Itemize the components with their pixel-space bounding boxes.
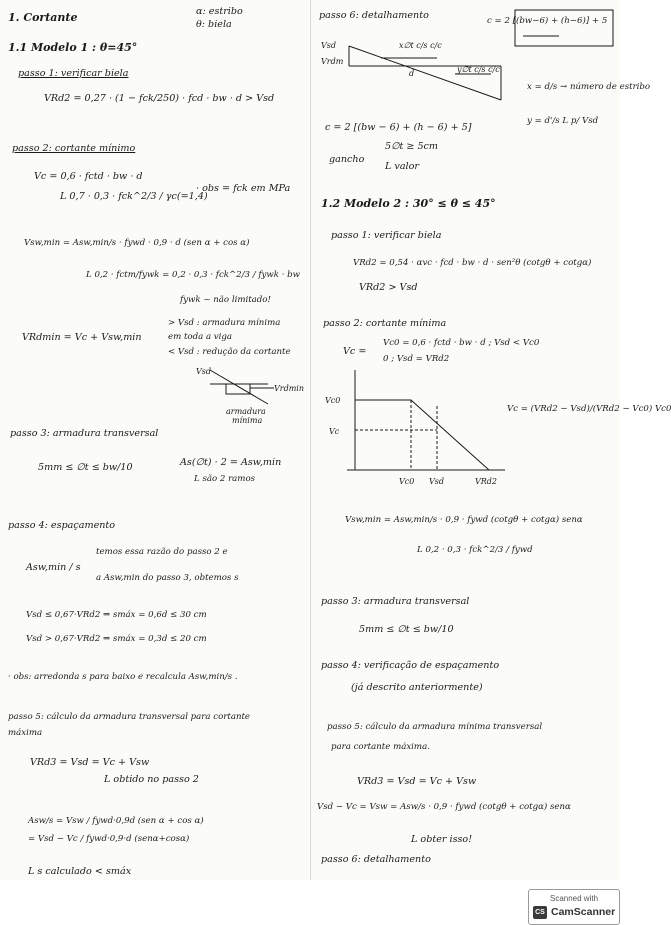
graph-vc0-tick: Vc0 <box>399 477 415 486</box>
m2-vsw-formula: Vsw,min = Asw,min/s · 0,9 · fywd (cotgθ + cotgα) senα <box>345 515 583 525</box>
vc-formula: Vc = 0,6 · fctd · bw · d <box>34 171 143 182</box>
step4-text2: a Asw,min do passo 3, obtemos s <box>96 573 239 583</box>
dg-d-label: d <box>409 69 415 78</box>
detailing-diagram <box>321 36 521 116</box>
step1-heading: passo 1: verificar biela <box>18 68 129 79</box>
diagram-armadura-label: armadura <box>226 407 266 416</box>
scanned-with-label: Scanned with <box>549 894 599 903</box>
diagram-minima-label: mínima <box>232 416 263 425</box>
m2-vc-label: Vc = <box>343 346 367 357</box>
m2-vc-case2: 0 ; Vsd = VRd2 <box>383 354 450 364</box>
m2-step5-equation2: Vsd − Vc = Vsw = Asw/s · 0,9 · fywd (cotgθ + cotgα) senα <box>317 802 571 812</box>
m2-step2-heading: passo 2: cortante mínima <box>323 318 447 329</box>
step3-heading: passo 3: armadura transversal <box>10 428 159 439</box>
step5-heading: passo 5: cálculo da armadura transversal para cortante <box>8 712 251 722</box>
m2-vsw-subformula: L 0,2 · 0,3 · fck^2/3 / fywd <box>417 545 533 555</box>
c-formula: c = 2 [(bw − 6) + (h − 6) + 5] <box>325 122 472 133</box>
legend-theta: θ: biela <box>196 19 232 30</box>
dg-label2: y∅t c/s c/c <box>457 65 500 74</box>
m2-step5-equation: VRd3 = Vsd = Vc + Vsw <box>357 776 477 787</box>
step3-range: 5mm ≤ ∅t ≤ bw/10 <box>38 462 133 473</box>
m2-step5-note: L obter isso! <box>411 834 473 845</box>
min-reinforcement-diagram <box>196 364 308 426</box>
fywk-note: fywk ~ não limitado! <box>180 295 271 305</box>
stirrup-box-sketch <box>513 8 617 50</box>
stirrup-length-crossed: c = 2 [(bw−6) + (h−6)] + 5 <box>487 16 608 26</box>
step4-text1: temos essa razão do passo 2 e <box>96 547 228 557</box>
case-greater: > Vsd : armadura mínima <box>168 318 281 328</box>
m2-step6-heading: passo 6: detalhamento <box>321 854 431 865</box>
step5-fraction-alt: = Vsd − Vc / fywd·0,9·d (senα+cosα) <box>28 834 190 844</box>
m2-step1-condition: VRd2 > Vsd <box>359 282 418 293</box>
y-formula: y = d'/s L p/ Vsd <box>527 116 599 126</box>
m2-step5-heading-cont: para cortante máxima. <box>331 742 430 752</box>
m2-step4-heading: passo 4: verificação de espaçamento <box>321 660 500 671</box>
step5-equation: VRd3 = Vsd = Vc + Vsw <box>30 757 150 768</box>
model1-heading: 1.1 Modelo 1 : θ=45° <box>8 41 138 54</box>
vrdmin-formula: VRdmin = Vc + Vsw,min <box>22 332 142 343</box>
camscanner-badge <box>528 889 620 925</box>
vsw-min-subformula: L 0,2 · fctm/fywk = 0,2 · 0,3 · fck^2/3 / fywk · bw <box>86 270 301 280</box>
m2-step4-note: (já descrito anteriormente) <box>351 682 483 693</box>
vsw-min-formula: Vsw,min = Asw,min/s · fywd · 0,9 · d (sen α + cos α) <box>24 238 250 248</box>
m2-vc-case1: Vc0 = 0,6 · fctd · bw · d ; Vsd < Vc0 <box>383 338 540 348</box>
graph-vc-label: Vc <box>329 427 340 436</box>
dg-label1: x∅t c/s c/c <box>399 41 442 50</box>
gancho-case1: 5∅t ≥ 5cm <box>385 141 439 152</box>
dg-vrdm-label: Vrdm <box>321 57 344 66</box>
camscanner-logo-icon: CS <box>533 906 547 919</box>
step4-case2: Vsd > 0,67·VRd2 ⇒ smáx = 0,3d ≤ 20 cm <box>26 634 207 644</box>
step2-heading: passo 2: cortante mínimo <box>12 143 136 154</box>
step4-heading: passo 4: espaçamento <box>8 520 116 531</box>
m2-step1-formula: VRd2 = 0,54 · αvc · fcd · bw · d · sen²θ (cotgθ + cotgα) <box>353 258 592 268</box>
legend-alpha: α: estribo <box>196 6 243 17</box>
diagram-vrdmin-label: Vrdmin <box>274 384 305 393</box>
step5-fraction: Asw/s = Vsw / fywd·0,9d (sen α + cos α) <box>28 816 204 826</box>
step4-fraction: Asw,min / s <box>26 562 81 573</box>
graph-vrd2-tick: VRd2 <box>475 477 498 486</box>
step1-formula: VRd2 = 0,27 · (1 − fck/250) · fcd · bw · d > Vsd <box>44 93 275 104</box>
section-title: 1. Cortante <box>8 11 78 24</box>
graph-vc0-label: Vc0 <box>325 396 341 405</box>
x-formula: x = d/s → número de estribo <box>527 82 651 92</box>
vc-subformula: L 0,7 · 0,3 · fck^2/3 / γc(=1,4) <box>60 191 208 202</box>
model2-heading: 1.2 Modelo 2 : 30° ≤ θ ≤ 45° <box>321 197 496 210</box>
graph-formula: Vc = (VRd2 − Vsd)/(VRd2 − Vc0) Vc0 <box>507 404 671 414</box>
case-greater-cont: em toda a viga <box>168 332 233 342</box>
m2-step1-heading: passo 1: verificar biela <box>331 230 442 241</box>
step6-heading: passo 6: detalhamento <box>319 10 429 21</box>
m2-step3-range: 5mm ≤ ∅t ≤ bw/10 <box>359 624 454 635</box>
case-less: < Vsd : redução da cortante <box>168 347 291 357</box>
step3-ramos: L são 2 ramos <box>194 474 256 484</box>
camscanner-name: CamScanner <box>551 906 616 918</box>
step4-case1: Vsd ≤ 0,67·VRd2 ⇒ smáx = 0,6d ≤ 30 cm <box>26 610 207 620</box>
dg-vsd-label: Vsd <box>321 41 337 50</box>
vc-graph <box>325 366 525 490</box>
m2-step3-heading: passo 3: armadura transversal <box>321 596 470 607</box>
graph-vsd-tick: Vsd <box>429 477 445 486</box>
notebook-page-left <box>0 0 309 880</box>
step5-heading-cont: máxima <box>8 728 43 738</box>
step3-as: As(∅t) · 2 = Asw,min <box>180 457 282 468</box>
step5-end: L s calculado < smáx <box>28 866 132 877</box>
m2-step5-heading: passo 5: cálculo da armadura mínima transversal <box>327 722 543 732</box>
step5-note: L obtido no passo 2 <box>104 774 199 785</box>
obs-round: · obs: arredonda s para baixo e recalcula Asw,min/s . <box>8 672 238 682</box>
diagram-vsd-label: Vsd <box>196 367 212 376</box>
gancho-case2: L valor <box>385 161 419 172</box>
notebook-page-right <box>310 0 671 880</box>
obs-fck: · obs = fck em MPa <box>196 183 291 194</box>
gancho-label: gancho <box>329 154 365 165</box>
